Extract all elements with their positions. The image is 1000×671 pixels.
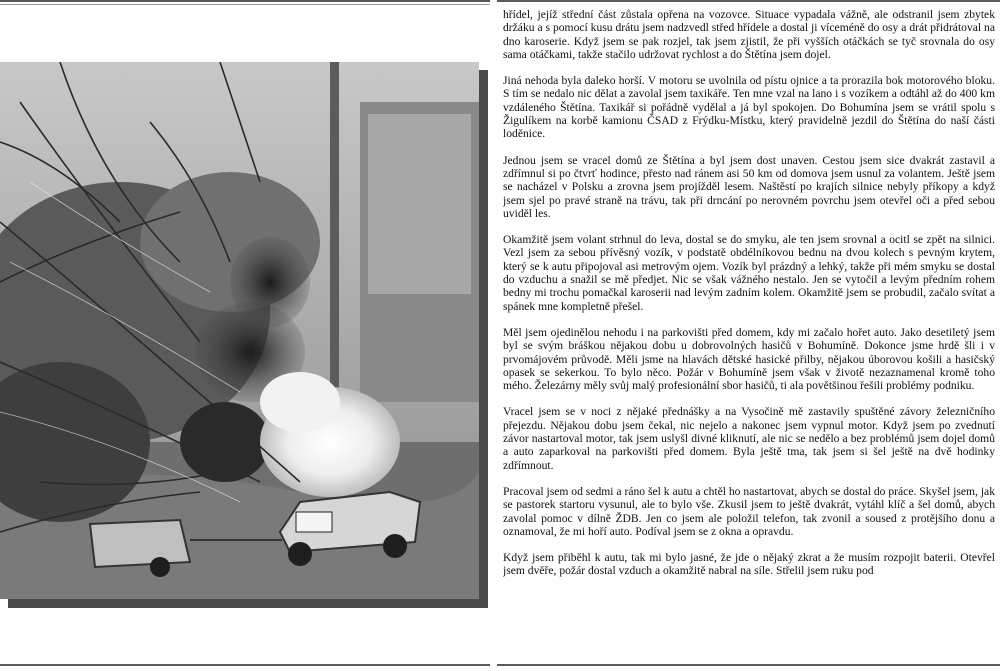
paragraph: Měl jsem ojedinělou nehodu i na parkovišti před domem, kdy mi začalo hořet auto. Jako desetiletý jsem byl se svým bráškou nějakou dobu u dobrovolných hasičů v Bohumíně. Dokonce jsme hrdě šli i v prvomájovém průvodě. Měli jsme na hlavách dětské hasické přilby, nějakou úborovou košili a hasičský opasek se sekerkou. To bylo něco. Požár v Bohumíně jsem však v životě nezaznamenal kromě toho mého. Železárny měly svůj malý profesionální sbor hasičů, ti ala povětšinou řešili problémy podniku. — [503, 325, 995, 393]
top-rule-left-thin — [0, 4, 490, 5]
bottom-rule-right — [497, 664, 1000, 666]
bottom-rule-left — [0, 664, 490, 666]
paragraph: Vracel jsem se v noci z nějaké přednášky a na Vysočině mě zastavily spuštěné závory železničního přejezdu. Nějakou dobu jsem čekal, nic nejelo a nakonec jsem vypnul motor. Když jsem po zvednutí závor nastartoval motor, tak jsem uslyšl divné kliknutí, ale nic se nedělo a bez problémů jsem dojel domů a auto zaparkoval na parkovišti před domem. Byla ještě tma, tak jsem si šel ještě na dvě hodinky zdřímnout. — [503, 405, 995, 472]
paragraph: Okamžitě jsem volant strhnul do leva, dostal se do smyku, ale ten jsem srovnal a ocitl se zpět na silnici. Vezl jsem za sebou přívěsný vozík, v podstatě obdélníkovou bednu na dvou kolech s pevným krytem, který se k autu připojoval asi metrovým ojem. Vozík byl prázdný a lehký, takže při mém smyku se dostal do vzduchu a snažil se mě předjet. Nic se však vážného nestalo. Jen se vytočil a levým předním rohem bedny mi trochu pomačkal karoserii nad levým zadním kolem. Okamžitě jsem se probudil, začalo svítat a spánek mne kompletně přešel. — [503, 233, 995, 313]
paragraph: Když jsem přiběhl k autu, tak mi bylo jasné, že jde o nějaký zkrat a že musím rozpojit baterii. Otevřel jsem dvěře, požár dostal vzduch a okamžitě nabral na síle. Střelil jsem ruku pod — [503, 551, 995, 578]
paragraph: Pracoval jsem od sedmi a ráno šel k autu a chtěl ho nastartovat, abych se dostal do práce. Skyšel jsem, jak se pastorek startoru vysunul, ale to bylo vše. Zkusil jsem to ještě dvakrát, vytáhl klíč a šel domů, abych zavolal pomoc v dílně ŽDB. Jen co jsem ale položil telefon, tak zvonil a soused z protějšího donu a oznamoval, že mi hoří auto. Podíval jsem se z okna a opravdu. — [503, 484, 995, 538]
top-rule-right — [497, 0, 1000, 2]
paragraph: Jednou jsem se vracel domů ze Štětína a byl jsem dost unaven. Cestou jsem sice dvakrát zastavil a zdřímnul si po čtvrť hodince, přesto nad ránem asi 50 km od domova jsem usnul za volantem. Ještě jsem se nacházel v Polsku a zrovna jsem projížděl lesem. Naštěstí po krajích silnice nebyly příkopy a když jsem sjel po pravé straně na trávu, tak při drncání po nerovném povrchu jsem otevřel oči a před sebou uviděl les. — [503, 153, 995, 220]
photo-frame — [0, 62, 487, 602]
paragraph: Jiná nehoda byla daleko horší. V motoru se uvolnila od pístu ojnice a ta prorazila bok motorového bloku. S tím se nedalo nic dělat a zavolal jsem taxikáře. Ten mne vzal na lano i s vozíkem a odtáhl až do 400 km vzdáleného Štětína. Taxikář si pořádně vydělal a já byl spokojen. Do Bohumína jsem se vrátil spolu s Žigulíkem na korbě kamionu ČSAD z Frýdku-Místku, který pravidelně jezdil do Štětína do naší části loděnice. — [503, 74, 995, 141]
paragraph: hřídel, jejíž střední část zůstala opřena na vozovce. Situace vypadala vážně, ale odstranil jsem zbytek držáku a s pomocí kusu drátu jsem nadzvedl střed hřídele a dostal ji víceméně do osy a drát přidrátoval na dno karoserie. Když jsem se pak rozjel, tak jsem zjistil, že při vyšších otáčkách se tyč srovnala do osy sama otáčkami, takže stačilo udržovat rychlost a do Štětína jsem dojel. — [503, 8, 995, 61]
article-text-column — [503, 8, 995, 660]
top-rule-left — [0, 0, 490, 2]
burning-car-photo — [0, 62, 479, 599]
